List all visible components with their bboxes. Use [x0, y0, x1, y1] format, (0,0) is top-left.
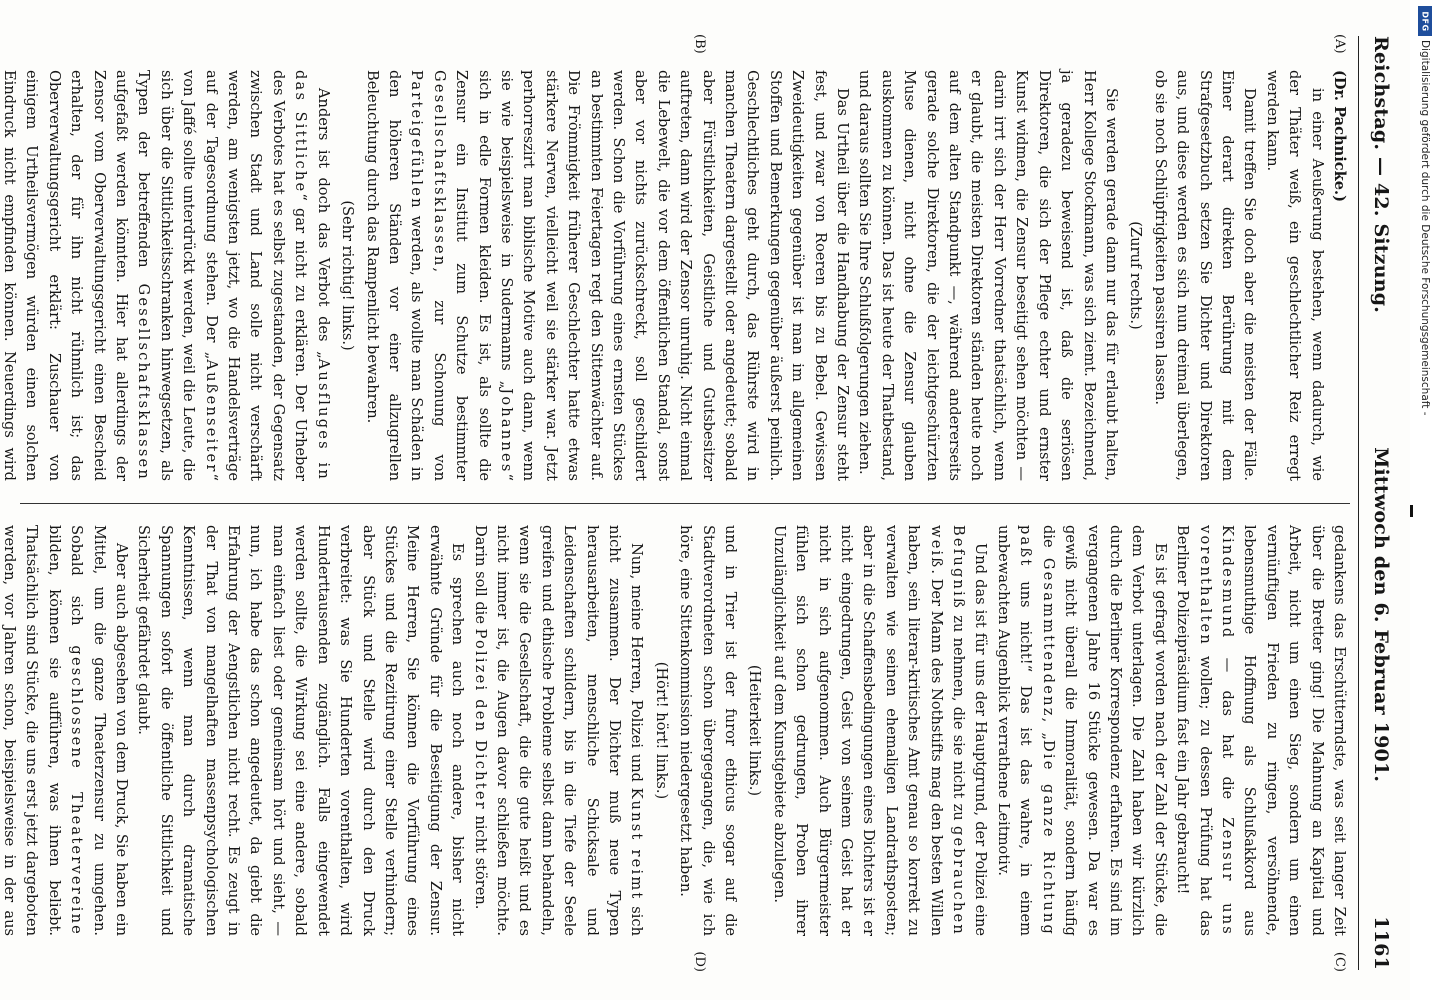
- paragraph: und in Trier ist der furor ethicus sogar auf die Stadtverordneten schon übergegangen, die, wie ich höre, eine Sittenkommission niedergesetzt haben.: [677, 525, 740, 936]
- right-column: [1, 503, 1350, 972]
- interjection: (Hört! hört! links.): [652, 661, 670, 800]
- paragraph: Damit treffen Sie doch aber die meisten der Fälle. Einer derart direkten Berührung mit dem Strafgesetzbuch setzen Sie Dichter und Direktoren aus, und diese werden es sich nun dreimal überlegen, ob sie noch Schlüpfrigkeiten passiren lassen.: [1151, 70, 1259, 481]
- paragraph: Es sprechen auch noch andere, bisher nicht erwähnte Gründe für die Beseitigung der Zensur. Meine Herren, Sie können die Vorführung eines Stückes und die Rezitirung einer Stelle verhindern; aber Stück und Stelle wird durch den Druck verbreitet: was Sie Hunderten vorenthalten, wird Hunderttausenden zugänglich. Falls eingewendet werden sollte, die Wirkung sei eine andere, sobald man einfach liest oder gemeinsam hört und sieht, — nun, ich habe das schon angedeutet, da giebt die Erfahrung der Aengstlichen nicht recht. Es zeugt in der That von mangelhaften massenpsychologischen Kenntnissen, wenn man durch dramatische Spannungen sofort die öffentliche Sittlichkeit und Sicherheit gefährdet glaubt.: [135, 525, 467, 936]
- paragraph: Es ist gefragt worden nach der Zahl der Stücke, die dem Verbot unterlagen. Die Zahl haben wir kürzlich durch die Berliner Korrespondenz erfahren. Es sind im vergangenen Jahre 16 Stücke gewesen. Da war es gewiß nicht überall die Immoralität, sondern häufig die Gesammttendenz, „Die ganze Richtung paßt uns nicht!“ Das ist das wahre, in einem unbewachten Augenblick verrathene Leitmotiv.: [994, 525, 1169, 936]
- margin-mark-d: (D): [692, 951, 707, 972]
- interjection: (Zuruf rechts.): [1127, 221, 1145, 330]
- paragraph: Sie werden gerade dann nur das für erlaubt halten, Herr Kollege Stockmann, was sich ziemt. Bezeichnend, ja geradezu beweisend ist, daß die seriösen Direktoren, die sich der Pflege echter und ernster Kunst widmen, die Zensur beseitigt sehen möchten — darin irrt sich der Herr Vorredner thatsächlich, wenn er glaubt, die meisten Direktoren ständen heute noch auf dem alten Standpunkt —, während andererseits gerade solche Direktoren, die der leichtgeschürzten Muse dienen, nicht ohne die Zensur glauben auskommen zu können. Das ist heute der Thatbestand, und daraus sollten Sie Ihre Schlußfolgerungen ziehen.: [856, 70, 1120, 481]
- digitization-credit: Digitalisierung gefördert durch die Deutsche Forschungsgemeinschaft -: [1419, 40, 1431, 416]
- running-head: [1358, 36, 1392, 970]
- paragraph: Das Urtheil über die Handhabung der Zensur steht fest, und zwar von Roeren bis zu Bebel. Gewissen Zweideutigkeiten gegenüber ist man im allgemeinen Stoffen und Bemerkungen gegenüber äußerst peinlich. Geschlechtliches geht durch, das Rührste wird in manchen Theatern dargestellt oder angedeutet; sobald aber Fürstlichkeiten, Geistliche und Gutsbesitzer auftreten, dann wird der Zensor unruhig. Nicht einmal die Lebewelt, die vor dem öffentlichen Standal, sonst aber vor nichts zurückschreckt, soll geschildert werden. Schon die Vorführung eines ernsten Stückes an bestimmten Feiertagen regt den Sittenwächter auf. Die Frömmigkeit früherer Geschlechter hatte etwas stärkere Nerven, vielleicht weil sie stärker war. Jetzt perhorreszirt man biblische Motive auch dann, wenn sie wie beispielsweise in Sudermanns „Johannes“ sich in edle Formen kleiden. Es ist, als sollte die Zensur ein Institut zum Schutze bestimmter Gesellschaftsklassen, zur Schonung von Parteigefühlen werden, als wollte man Schäden in den höheren Ständen vor einer allzugrellen Beleuchtung durch das Rampenlicht bewahren.: [363, 70, 852, 481]
- interjection: (Sehr richtig! links.): [339, 200, 357, 351]
- header-date: Mittwoch den 6. Februar 1901.: [1370, 447, 1392, 783]
- dfg-logo: DFG: [1418, 6, 1432, 36]
- paragraph: gedankens das Erschütterndste, was seit langer Zeit über die Bretter ging! Die Mahnung an Kapital und Arbeit, nicht um einen Sieg, sondern um einen vernünftigen Frieden zu ringen, versöhnende, lebensmuthige Hoffnung als Schlußakkord aus Kindesmund — das hat die Zensur uns vorenthalten wollen; zu dessen Prüfung hat das Berliner Polizeipräsidium fast ein Jahr gebraucht!: [1174, 525, 1348, 937]
- paragraph: Aber auch abgesehen von dem Druck, Sie haben ein Mittel, um die ganze Theaterzensur zu umgehen. Sobald sich geschlossene Theatervereine bilden, können sie aufführen, was ihnen beliebt. Thatsächlich sind Stücke, die uns erst jetzt dargeboten werden, vor Jahren schon, beispielsweise in der aus: [1, 525, 131, 937]
- page-number: 1161: [1370, 916, 1392, 970]
- margin-mark-b: (B): [692, 34, 707, 54]
- speaker-label: (Dr. Pachnicke.): [1331, 70, 1348, 203]
- text-columns: [1, 34, 1350, 972]
- margin-mark-c: (C): [1332, 951, 1347, 972]
- paragraph: in einer Aeußerung bestehen, wenn dadurch, wie der Thäter weiß, ein geschlechtlicher Reiz erregt werden kann.: [1263, 70, 1326, 481]
- interjection: (Heiterkeit links.): [746, 664, 764, 797]
- page-edge-mark: [1410, 505, 1413, 517]
- header-left: Reichstag. — 42. Sitzung.: [1370, 36, 1392, 314]
- paragraph: Nun, meine Herren, Polizei und Kunst reimt sich nicht zusammen. Der Dichter muß neue Typen herausarbeiten, menschliche Schicksale und Leidenschaften schildern, bis in die Tiefe der Seele greifen und ethische Probleme selbst dann behandeln, wenn sie die Gesellschaft, die die gute heißt und es nicht immer ist, die Augen davor schließen möchte. Darin soll die Polizei den Dichter nicht stören.: [471, 525, 646, 936]
- digitization-note: [1414, 0, 1434, 1000]
- margin-mark-a: (A): [1332, 34, 1347, 54]
- paragraph: Und das ist für uns der Hauptgrund, der Polizei eine Befugniß zu nehmen, die sie nicht zu gebrauchen weiß. Der Mann des Nothstifts mag den besten Willen haben, sein literar-kritisches Amt genau so korrekt zu verwalten wie seinen ehemaligen Landrathsposten; aber in die Schaffensbedingungen eines Dichters ist er nicht eingedrungen, Geist von seinem Geist hat er nicht in sich aufgenommen. Auch Bürgermeister fühlen sich schon gedrungen, Proben ihrer Unzulänglichkeit auf dem Kunstgebiete abzulegen.: [770, 525, 990, 936]
- paragraph: Anders ist doch das Verbot des „Ausfluges in das Sittliche“ gar nicht zu erklären. Der Urheber des Verbotes hat es selbst zugestanden, der Gegensatz zwischen Stadt und Land solle nicht verschärft werden, am wenigsten jetzt, wo die Handelsverträge auf der Tagesordnung stehen. Der „Außenseiter“ von Jaffé sollte unterdrückt werden, weil die Leute, die sich über die Sittlichkeitsschranken hinwegsetzen, als Typen der betreffenden Gesellschaftsklassen aufgefaßt werden könnten. Hier hat allerdings der Zensor vom Oberverwaltungsgericht einen Bescheid erhalten, der für ihn nicht rühmlich ist; das Oberverwaltungsgericht erklärt: Zuschauer von einigem Urtheilsvermögen würden einen solchen Eindruck nicht empfinden können. Neuerdings wird: [1, 70, 332, 481]
- left-column: [1, 34, 1350, 503]
